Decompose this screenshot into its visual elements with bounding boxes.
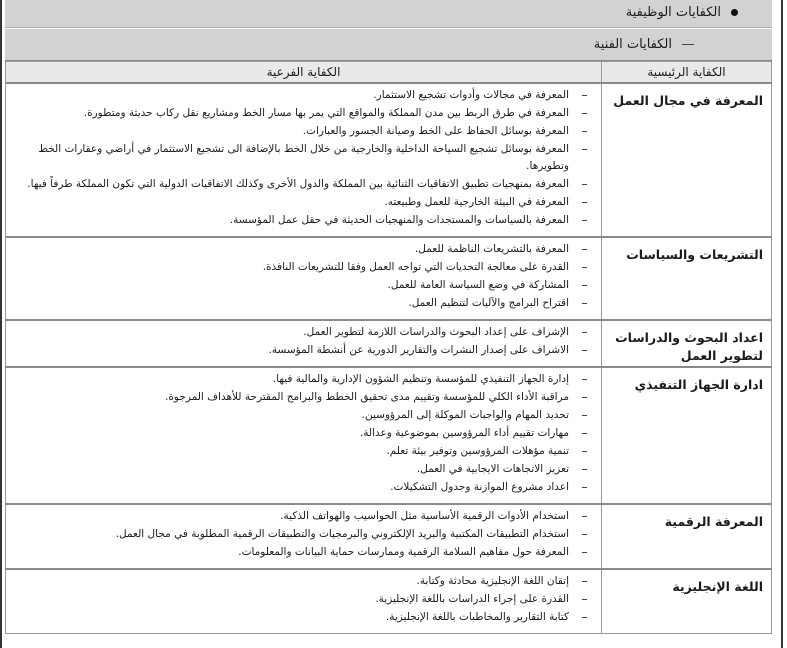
sub-competency-item <box>16 591 595 608</box>
dash-icon <box>582 149 587 150</box>
sub-competency-item <box>16 342 595 359</box>
dash-icon <box>582 184 587 185</box>
main-competency-cell: المعرفة الرقمية <box>602 504 772 569</box>
sub-competency-header: الكفاية الفرعية <box>6 62 602 84</box>
dash-icon <box>582 415 587 416</box>
sub-competency-item <box>16 105 595 122</box>
sub-competency-text: اقتراح البرامج والآليات لتنظيم العمل. <box>408 297 569 309</box>
competency-row <box>6 237 772 320</box>
competency-row <box>6 83 772 237</box>
sub-competency-item <box>16 609 595 626</box>
technical-competencies-title: الكفايات الفنية <box>593 37 672 52</box>
main-competency-cell: ادارة الجهاز التنفيذي <box>602 367 772 504</box>
sub-competency-text: المعرفة بوسائل تشجيع السياحة الداخلية والخارجية من خلال الخط بالإضافة الى تشجيع الاستثمار في أراضي وعقارات الخط وتطويرها. <box>38 143 569 172</box>
sub-competency-item <box>16 407 595 424</box>
sub-competency-item <box>16 324 595 341</box>
sub-competency-text: المعرفة في طرق الربط بين مدن المملكة والمواقع التي يمر بها مسار الخط ومشاريع نقل ركاب حديثة ومتطورة. <box>83 107 569 119</box>
sub-competency-item <box>16 425 595 442</box>
dash-icon <box>582 350 587 351</box>
sub-competency-text: المعرفة بالتشريعات الناظمة للعمل. <box>414 243 569 255</box>
competency-row <box>6 320 772 367</box>
main-competency-header: الكفاية الرئيسية <box>602 62 772 84</box>
sub-competency-item <box>16 241 595 258</box>
main-competency-cell: اللغة الإنجليزية <box>602 569 772 634</box>
sub-competency-item <box>16 443 595 460</box>
dash-icon <box>582 303 587 304</box>
main-competency-cell: اعداد البحوث والدراسات لتطوير العمل <box>602 320 772 367</box>
dash-icon <box>682 44 694 45</box>
dash-icon <box>582 469 587 470</box>
competency-table <box>5 61 772 634</box>
dash-icon <box>582 433 587 434</box>
sub-competency-text: الإشراف على إعداد البحوث والدراسات اللازمة لتطوير العمل. <box>303 326 569 338</box>
sub-competency-text: المشاركة في وضع السياسة العامة للعمل. <box>387 279 569 291</box>
sub-competency-text: الاشراف على إصدار النشرات والتقارير الدورية عن أنشطة المؤسسة. <box>268 344 569 356</box>
dash-icon <box>582 285 587 286</box>
competency-row <box>6 367 772 504</box>
sub-competency-text: اعداد مشروع الموازنة وجدول التشكيلات. <box>390 481 569 493</box>
sub-competency-text: استخدام التطبيقات المكتبية والبريد الإلكتروني والبرمجيات والتطبيقات الرقمية المطلوبة في مجال العمل. <box>115 528 569 540</box>
sub-competency-item <box>16 389 595 406</box>
dash-icon <box>582 379 587 380</box>
sub-competency-cell <box>6 367 602 504</box>
sub-competency-item <box>16 141 595 175</box>
sub-competency-text: إدارة الجهاز التنفيذي للمؤسسة وتنظيم الشؤون الإدارية والمالية فيها. <box>272 373 569 385</box>
dash-icon <box>582 267 587 268</box>
sub-competency-cell <box>6 237 602 320</box>
dash-icon <box>582 487 587 488</box>
main-competency-cell: التشريعات والسياسات <box>602 237 772 320</box>
sub-competency-item <box>16 526 595 543</box>
sub-competency-item <box>16 194 595 211</box>
sub-competency-item <box>16 573 595 590</box>
sub-competency-list <box>16 371 595 496</box>
sub-competency-item <box>16 479 595 496</box>
dash-icon <box>582 617 587 618</box>
dash-icon <box>582 249 587 250</box>
sub-competency-text: تعزيز الاتجاهات الايجابية في العمل. <box>416 463 569 475</box>
dash-icon <box>582 113 587 114</box>
sub-competency-item <box>16 461 595 478</box>
sub-competency-item <box>16 259 595 276</box>
sub-competency-list <box>16 573 595 626</box>
dash-icon <box>582 220 587 221</box>
sub-competency-cell <box>6 569 602 634</box>
dash-icon <box>582 599 587 600</box>
sub-competency-text: استخدام الأدوات الرقمية الأساسية مثل الحواسيب والهواتف الذكية. <box>280 510 569 522</box>
sub-competency-text: المعرفة بالسياسات والمستجدات والمنهجيات الحديثة في حقل عمل المؤسسة. <box>229 214 569 226</box>
sub-competency-item <box>16 123 595 140</box>
dash-icon <box>582 131 587 132</box>
sub-competency-text: كتابة التقارير والمخاطبات باللغة الإنجليزية. <box>385 611 569 623</box>
sub-competency-text: المعرفة في مجالات وأدوات تشجيع الاستثمار. <box>373 89 569 101</box>
functional-competencies-band <box>5 0 772 28</box>
sub-competency-item <box>16 87 595 104</box>
dash-icon <box>582 332 587 333</box>
bullet-icon <box>731 9 738 16</box>
sub-competency-text: مراقبة الأداء الكلي للمؤسسة وتقييم مدى تحقيق الخطط والبرامج المقترحة للأهداف المرجوة. <box>165 391 569 403</box>
dash-icon <box>582 451 587 452</box>
sub-competency-text: المعرفة بوسائل الحفاظ على الخط وصيانة الجسور والعبارات. <box>302 125 569 137</box>
main-competency-cell: المعرفة في مجال العمل <box>602 83 772 237</box>
functional-competencies-title: الكفايات الوظيفية <box>625 5 721 20</box>
sub-competency-text: المعرفة في البيئة الخارجية للعمل وطبيعته. <box>384 196 569 208</box>
dash-icon <box>582 516 587 517</box>
dash-icon <box>582 552 587 553</box>
sub-competency-item <box>16 371 595 388</box>
technical-competencies-band <box>5 29 772 61</box>
sub-competency-item <box>16 508 595 525</box>
sub-competency-text: تنمية مؤهلات المرؤوسين وتوفير بيئة تعلم. <box>386 445 569 457</box>
sub-competency-item <box>16 212 595 229</box>
dash-icon <box>582 202 587 203</box>
sub-competency-item <box>16 277 595 294</box>
sub-competency-text: إتقان اللغة الإنجليزية محادثة وكتابة. <box>416 575 569 587</box>
dash-icon <box>582 581 587 582</box>
sub-competency-text: مهارات تقييم أداء المرؤوسين بموضوعية وعدالة. <box>359 427 569 439</box>
sub-competency-list <box>16 241 595 312</box>
sub-competency-cell <box>6 320 602 367</box>
competency-row <box>6 569 772 634</box>
sub-competency-text: القدرة على معالجة التحديات التي تواجه العمل وفقا للتشريعات النافذة. <box>262 261 569 273</box>
sub-competency-list <box>16 87 595 229</box>
sub-competency-text: تحديد المهام والواجبات الموكلة إلى المرؤوسين. <box>361 409 569 421</box>
sub-competency-cell <box>6 504 602 569</box>
sub-competency-list <box>16 508 595 561</box>
sub-competency-list <box>16 324 595 359</box>
dash-icon <box>582 95 587 96</box>
sub-competency-text: المعرفة حول مفاهيم السلامة الرقمية وممارسات حماية البيانات والمعلومات. <box>238 546 569 558</box>
sub-competency-text: القدرة على إجراء الدراسات باللغة الإنجليزية. <box>375 593 569 605</box>
sub-competency-item <box>16 176 595 193</box>
sub-competency-cell <box>6 83 602 237</box>
dash-icon <box>582 397 587 398</box>
sub-competency-text: المعرفة بمنهجيات تطبيق الاتفاقيات الثنائية بين المملكة والدول الأخرى وكذلك الاتفاقيات الدولية التي تكون المملكة طرفاً فيها. <box>27 178 569 190</box>
competency-row <box>6 504 772 569</box>
sub-competency-item <box>16 544 595 561</box>
dash-icon <box>582 534 587 535</box>
sub-competency-item <box>16 295 595 312</box>
